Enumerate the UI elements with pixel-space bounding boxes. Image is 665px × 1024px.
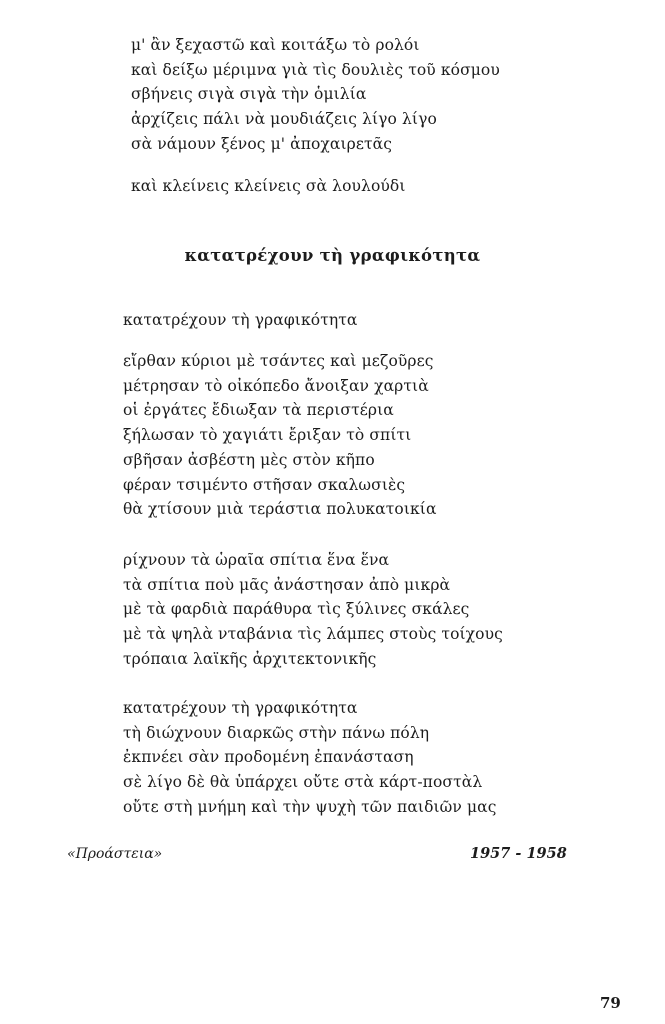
verse-line: ξήλωσαν τὸ χαγιάτι ἔριξαν τὸ σπίτι [123,426,412,445]
poem-stanza-2 [123,349,437,522]
poem-date: 1957 - 1958 [470,845,567,862]
verse-line: κατατρέχουν τὴ γραφικότητα [123,311,358,329]
verse-line: οὔτε στὴ μνήμη καὶ τὴν ψυχὴ τῶν παιδιῶν μας [123,797,497,816]
poem-stanza-4 [123,696,497,820]
verse-line: σβήνεις σιγὰ σιγὰ τὴν ὁμιλία [131,85,367,104]
verse-line: τὴ διώχνουν διαρκῶς στὴν πάνω πόλη [123,723,430,742]
verse-line: μ' ἂν ξεχαστῶ καὶ κοιτάξω τὸ ρολόι [131,36,420,54]
verse-line: ρίχνουν τὰ ὡραῖα σπίτια ἕνα ἕνα [123,551,390,569]
verse-line: τὰ σπίτια ποὺ μᾶς ἀνάστησαν ἀπὸ μικρὰ [123,575,451,594]
verse-line: μέτρησαν τὸ οἰκόπεδο ἄνοιξαν χαρτιὰ [123,376,429,395]
verse-line: εἴρθαν κύριοι μὲ τσάντες καὶ μεζοῦρες [123,352,434,370]
poem-title: κατατρέχουν τὴ γραφικότητα [184,246,481,265]
verse-line: ἐκπνέει σὰν προδομένη ἐπανάσταση [123,748,414,767]
poem-stanza-1 [123,308,358,333]
verse-line: ἀρχίζεις πάλι νὰ μουδιάζεις λίγο λίγο [131,110,437,129]
previous-poem-stanza-1 [131,33,500,157]
verse-line: κατατρέχουν τὴ γραφικότητα [123,699,358,717]
verse-line: οἱ ἐργάτες ἔδιωξαν τὰ περιστέρια [123,401,394,420]
verse-line: σὰ νάμουν ξένος μ' ἀποχαιρετᾶς [131,134,393,153]
page-number: 79 [600,994,621,1012]
verse-line: μὲ τὰ ψηλὰ νταβάνια τὶς λάμπες στοὺς τοίχους [123,625,503,644]
verse-line: καὶ κλείνεις κλείνεις σὰ λουλούδι [131,177,406,195]
previous-poem-stanza-2 [131,174,406,199]
verse-line: καὶ δείξω μέριμνα γιὰ τὶς δουλιὲς τοῦ κόσμου [131,60,500,79]
verse-line: τρόπαια λαϊκῆς ἀρχιτεκτονικῆς [123,649,377,668]
verse-line: θὰ χτίσουν μιὰ τεράστια πολυκατοικία [123,500,437,519]
verse-line: φέραν τσιμέντο στῆσαν σκαλωσιὲς [123,475,406,494]
poem-stanza-3 [123,548,503,672]
collection-source: «Προάστεια» [67,846,163,862]
verse-line: μὲ τὰ φαρδιὰ παράθυρα τὶς ξύλινες σκάλες [123,600,470,619]
verse-line: σβῆσαν ἀσβέστη μὲς στὸν κῆπο [123,450,375,469]
verse-line: σὲ λίγο δὲ θὰ ὑπάρχει οὔτε στὰ κάρτ-ποστὰλ [123,773,483,792]
